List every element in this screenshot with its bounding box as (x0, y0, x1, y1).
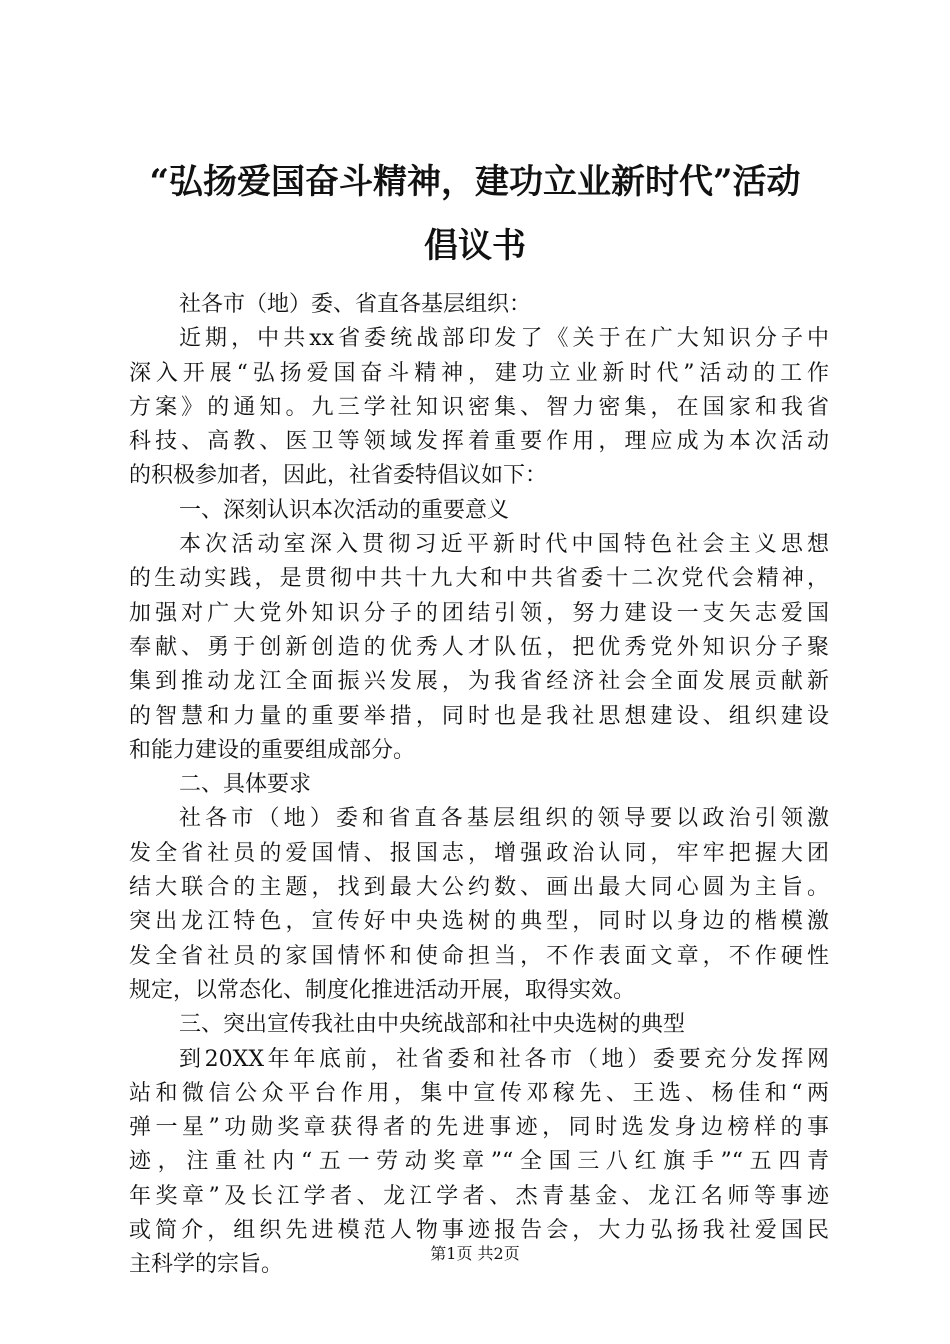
paragraph-line: 近期，中共xx省委统战部印发了《关于在广大知识分子中 (179, 326, 829, 352)
paragraph-line: 的智慧和力量的重要举措，同时也是我社思想建设、组织建设 (129, 703, 829, 729)
page-footer: 第1页 共2页 (430, 1244, 520, 1263)
paragraph-line: 社各市（地）委和省直各基层组织的领导要以政治引领激 (179, 806, 829, 832)
paragraph-line: 迹，注重社内“五一劳动奖章”“全国三八红旗手”“五四青 (129, 1149, 829, 1175)
paragraph-line: 方案》的通知。九三学社知识密集、智力密集，在国家和我省 (129, 394, 829, 420)
paragraph-line: 主科学的宗旨。 (129, 1252, 284, 1278)
paragraph-line: 的积极参加者，因此，社省委特倡议如下： (129, 463, 548, 489)
paragraph-line: 科技、高教、医卫等领域发挥着重要作用，理应成为本次活动 (129, 429, 829, 455)
document-title-line-1: “弘扬爱国奋斗精神，建功立业新时代”活动 (149, 162, 801, 202)
salutation: 社各市（地）委、省直各基层组织： (179, 292, 532, 317)
paragraph-line: 奉献、勇于创新创造的优秀人才队伍，把优秀党外知识分子聚 (129, 634, 829, 660)
paragraph-line: 规定，以常态化、制度化推进活动开展，取得实效。 (129, 977, 636, 1003)
paragraph-line: 本次活动室深入贯彻习近平新时代中国特色社会主义思想 (179, 532, 829, 558)
paragraph-line: 突出龙江特色，宣传好中央选树的典型，同时以身边的楷模激 (129, 909, 829, 935)
paragraph-line: 深入开展“弘扬爱国奋斗精神，建功立业新时代”活动的工作 (129, 360, 829, 386)
paragraph-line: 结大联合的主题，找到最大公约数、画出最大同心圆为主旨。 (129, 875, 829, 901)
section-heading-3: 三、突出宣传我社由中央统战部和社中央选树的典型 (179, 1012, 686, 1038)
paragraph-line: 集到推动龙江全面振兴发展，为我省经济社会全面发展贡献新 (129, 669, 829, 695)
paragraph-line: 发全省社员的爱国情、报国志，增强政治认同，牢牢把握大团 (129, 840, 829, 866)
paragraph-line: 到20XX年年底前，社省委和社各市（地）委要充分发挥网 (179, 1046, 829, 1072)
paragraph-line: 发全省社员的家国情怀和使命担当，不作表面文章，不作硬性 (129, 943, 829, 969)
paragraph-line: 站和微信公众平台作用，集中宣传邓稼先、王选、杨佳和“两 (129, 1080, 829, 1106)
paragraph-line: 的生动实践，是贯彻中共十九大和中共省委十二次党代会精神， (129, 566, 829, 592)
section-heading-2: 二、具体要求 (179, 772, 312, 798)
paragraph-line: 和能力建设的重要组成部分。 (129, 737, 416, 763)
paragraph-line: 加强对广大党外知识分子的团结引领，努力建设一支矢志爱国 (129, 600, 829, 626)
paragraph-line: 年奖章”及长江学者、龙江学者、杰青基金、龙江名师等事迹 (129, 1183, 829, 1209)
section-heading-1: 一、深刻认识本次活动的重要意义 (179, 497, 510, 523)
paragraph-line: 弹一星”功勋奖章获得者的先进事迹，同时选发身边榜样的事 (129, 1115, 829, 1141)
paragraph-line: 或简介，组织先进模范人物事迹报告会，大力弘扬我社爱国民 (129, 1218, 829, 1244)
document-body (129, 288, 829, 1283)
document-title-line-2: 倡议书 (424, 226, 526, 266)
